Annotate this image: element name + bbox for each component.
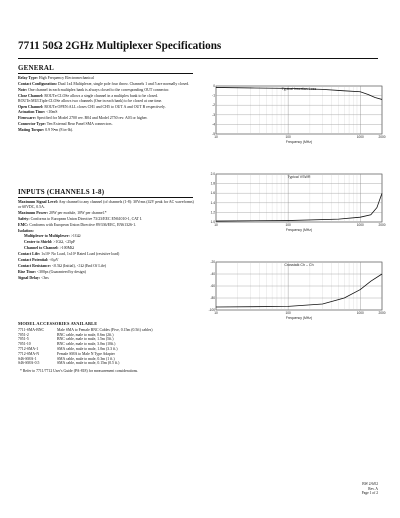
y-tick-label: 1.2 xyxy=(210,210,215,215)
spec-row xyxy=(18,258,196,263)
spec-row xyxy=(18,105,196,110)
plot-title: Typical VSWR xyxy=(287,175,311,179)
y-tick-label: -40 xyxy=(210,272,215,276)
spec-row xyxy=(18,200,196,210)
spec-label: Safety: xyxy=(18,216,30,221)
page-footer xyxy=(362,482,378,496)
y-tick-label: -60 xyxy=(210,284,215,288)
accessory-description: SMA cable, male to male, 0.3m (1 ft.) xyxy=(57,356,115,361)
spec-label: EMC: xyxy=(18,222,29,227)
spec-value: Dual 1x4 Multiplexer, single pole four throw. Channels 1 and 5 are normally closed. xyxy=(58,81,190,86)
revision: Rev. A xyxy=(368,486,378,491)
accessory-description: Male SMA to Female BNC Cables (Five, 0.15m (0.5ft) cables) xyxy=(57,327,153,332)
accessory-description: Female SMA to Male N Type Adapter xyxy=(57,351,115,356)
spec-value: High Frequency Electromechanical xyxy=(38,76,94,80)
x-tick-label: 2000 xyxy=(378,223,386,227)
accessory-description: BNC cable, male to male, 3.0m (10ft.) xyxy=(57,342,116,347)
y-tick-label: 1.8 xyxy=(210,181,215,186)
x-tick-label: 2000 xyxy=(378,135,386,139)
accessory-description: BNC cable, male to male, 1.5m (5ft.) xyxy=(57,337,114,342)
spec-label: Note: xyxy=(18,87,28,92)
spec-label: Maximum Signal Level: xyxy=(18,200,58,204)
spec-value: >1GΩ, <25pF xyxy=(53,240,76,245)
spec-value: <300ps (Guaranteed by design) xyxy=(36,269,86,274)
inputs-rule xyxy=(18,197,193,198)
doc-number: BW 2/6/02 xyxy=(362,482,378,486)
x-tick-label: 100 xyxy=(285,223,291,227)
accessories-note: * Refer to 7711/7712 User's Guide (PA-818) for measurement considerations. xyxy=(20,369,139,374)
spec-value: Any channel to any channel (of channels (1-8): 30Vrms (42V peak for AC waveforms) or 60VDC, 0.5A. xyxy=(18,200,194,209)
spec-label: Contact Potential: xyxy=(18,258,49,263)
spec-label: Actuation Time: xyxy=(18,110,46,115)
spec-value: Conforms to European Union Directive 73/23/EEC EN61010-1, CAT I. xyxy=(30,216,143,221)
accessory-model: 7711-SMA-BNC xyxy=(18,327,45,332)
spec-value: <10mS xyxy=(46,110,58,115)
accessory-model: 7051-2 xyxy=(18,332,29,337)
x-tick-label: 1000 xyxy=(356,311,364,315)
plot-insertion-loss xyxy=(208,80,386,144)
spec-value: <0.5Ω (Initial), <1Ω (End Of Life) xyxy=(51,263,107,268)
spec-row xyxy=(18,246,196,251)
accessory-row xyxy=(18,328,153,333)
x-tick-label: 1000 xyxy=(356,135,364,139)
spec-value: >1GΩ xyxy=(70,234,81,239)
spec-row xyxy=(18,82,196,87)
spec-label: Relay Type: xyxy=(18,76,38,80)
accessory-model: 7051-10 xyxy=(18,342,31,347)
accessory-description: SMA cable, male to male, 1.0m (3.3 ft.) xyxy=(57,346,118,351)
spec-row xyxy=(18,229,196,234)
plot-vswr xyxy=(208,168,386,232)
accessory-description: BNC cable, male to male, 0.6m (2ft.) xyxy=(57,332,114,337)
spec-label: Channel to Channel: xyxy=(24,246,59,251)
spec-value: <6µV xyxy=(49,258,59,263)
y-tick-label: 1.4 xyxy=(210,200,215,205)
spec-value: ROUTe:OPEN:ALL closes CH1 and CH5 to OUT A and OUT B respectively. xyxy=(44,104,166,109)
spec-row xyxy=(18,122,196,127)
spec-row xyxy=(18,94,196,104)
accessories-table xyxy=(18,328,153,366)
spec-row xyxy=(18,217,196,222)
page-number: Page 1 of 2 xyxy=(361,491,378,496)
x-tick-label: 100 xyxy=(285,311,291,315)
spec-label: Mating Torque: xyxy=(18,128,45,133)
x-tick-label: 10 xyxy=(214,135,218,139)
spec-row xyxy=(18,116,196,121)
spec-value: 20W per module, 10W per channel.* xyxy=(49,210,107,215)
x-tick-label: 2000 xyxy=(378,311,386,315)
spec-label: Rise Time: xyxy=(18,269,36,274)
x-tick-label: 1000 xyxy=(356,223,364,227)
spec-label: Center to Shield: xyxy=(24,240,53,245)
accessory-description: SMA cable, male to male, 0.15m (0.5 ft.) xyxy=(57,361,120,366)
accessory-row xyxy=(18,361,153,366)
accessory-model: 7712-SMA-1 xyxy=(18,346,39,351)
spec-value: One channel in each multiplex bank is always closed to the corresponding OUT connector. xyxy=(28,87,170,92)
y-tick-label: -3 xyxy=(212,112,215,117)
x-tick-label: 100 xyxy=(285,135,291,139)
y-tick-label: -20 xyxy=(210,260,215,264)
spec-row xyxy=(18,252,196,257)
y-tick-label: -4 xyxy=(212,122,215,127)
spec-row xyxy=(18,234,196,239)
y-tick-label: 1.6 xyxy=(210,191,215,196)
spec-value: 0.9 N•m (8 in-lb). xyxy=(45,128,74,133)
y-tick-label: 1.0 xyxy=(210,220,215,224)
spec-row xyxy=(18,128,196,133)
spec-value: 1x10⁶ No Load, 1x10⁵ Rated Load (resistive load) xyxy=(41,252,120,257)
spec-label: Contact Life: xyxy=(18,252,41,257)
spec-label: Open Channel: xyxy=(18,104,44,109)
spec-value: Specified for Model 2700 rev. B04 and Model 2750 rev. A03 or higher. xyxy=(36,116,148,121)
plot-title: Typical Insertion Loss xyxy=(281,87,317,91)
spec-row xyxy=(18,76,196,81)
title-rule xyxy=(18,58,378,59)
plot-title: Crosstalk Ch – Ch xyxy=(284,263,314,267)
spec-label: Signal Delay: xyxy=(18,275,41,280)
spec-row xyxy=(18,110,196,115)
y-tick-label: -80 xyxy=(210,296,215,300)
general-specs xyxy=(18,76,196,134)
accessories-section xyxy=(18,322,198,374)
plot-crosstalk xyxy=(208,256,386,320)
spec-row xyxy=(18,240,196,245)
x-axis-label: Frequency (MHz) xyxy=(285,228,313,232)
spec-value: <3ns xyxy=(41,275,49,280)
spec-row xyxy=(18,223,196,228)
spec-label: Close Channel: xyxy=(18,93,44,98)
accessory-model: 7712-SMA-N xyxy=(18,351,40,356)
y-tick-label: 2.0 xyxy=(210,172,215,176)
x-axis-label: Frequency (MHz) xyxy=(285,316,313,320)
y-tick-label: -100 xyxy=(208,308,215,312)
page-title: 7711 50Ω 2GHz Multiplexer Specifications xyxy=(18,40,222,52)
spec-label: Maximum Power: xyxy=(18,210,49,215)
inputs-heading: INPUTS (CHANNELS 1-8) xyxy=(18,188,105,196)
spec-label: Firmware: xyxy=(18,116,36,121)
y-tick-label: 0 xyxy=(213,84,215,88)
spec-value: Ten External Rear Panel SMA connectors. xyxy=(46,122,113,127)
inputs-specs xyxy=(18,200,196,282)
x-tick-label: 10 xyxy=(214,311,218,315)
accessory-model: S46-SMA-0.5 xyxy=(18,361,40,366)
spec-row xyxy=(18,270,196,275)
spec-label: Contact Resistance: xyxy=(18,263,51,268)
x-axis-label: Frequency (MHz) xyxy=(285,140,313,144)
spec-label: Multiplexer to Multiplexer: xyxy=(24,234,70,239)
y-tick-label: -1 xyxy=(212,93,215,98)
general-heading: GENERAL xyxy=(18,64,55,72)
accessory-model: S46-SMA-1 xyxy=(18,356,37,361)
spec-label: Connector Type: xyxy=(18,122,46,127)
accessories-heading: MODEL ACCESSORIES AVAILABLE xyxy=(18,321,98,326)
spec-value: >100MΩ xyxy=(59,246,74,251)
accessory-model: 7051-5 xyxy=(18,337,29,342)
y-tick-label: -2 xyxy=(212,103,215,108)
spec-label: Isolation: xyxy=(18,228,34,233)
spec-row xyxy=(18,88,196,93)
spec-row xyxy=(18,276,196,281)
spec-value: ROUTe:CLOSe allows a single channel in a multiplex bank to be closed. ROUTe:MULTiple:CLOSe allows two channels (One in each bank) to be closed at one time. xyxy=(18,93,163,103)
spec-row xyxy=(18,264,196,269)
general-rule xyxy=(18,73,193,74)
y-tick-label: -5 xyxy=(212,132,215,136)
spec-row xyxy=(18,211,196,216)
spec-value: Conforms with European Union Directive 89/336/EEC, EN61326-1. xyxy=(29,222,137,227)
spec-label: Contact Configuration: xyxy=(18,81,58,86)
x-tick-label: 10 xyxy=(214,223,218,227)
